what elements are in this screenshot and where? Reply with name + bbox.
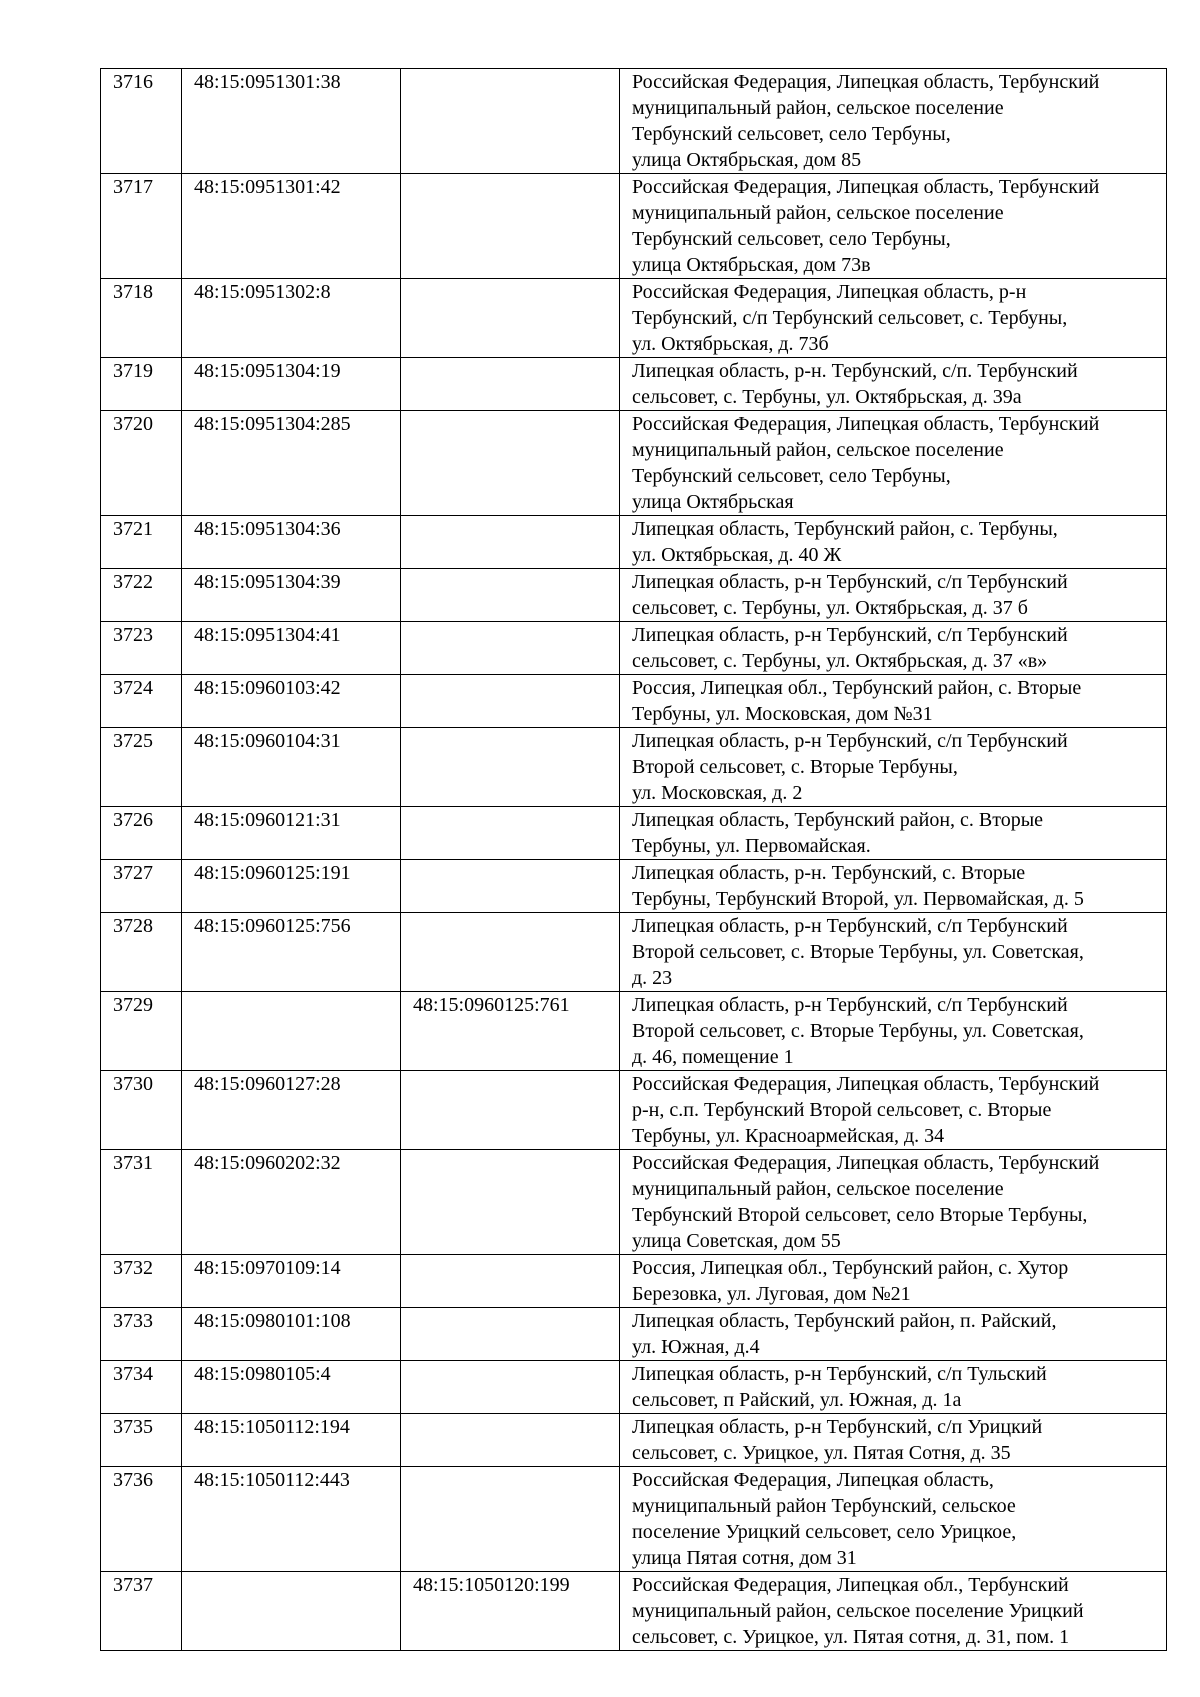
table-row	[101, 1414, 1167, 1467]
row-number-cell: 3717	[101, 174, 182, 279]
land-plot-cadastral-number-cell: 48:15:0960125:191	[182, 860, 401, 913]
row-number-cell: 3736	[101, 1467, 182, 1572]
land-plot-cadastral-number-cell: 48:15:0960121:31	[182, 807, 401, 860]
table-row	[101, 675, 1167, 728]
land-plot-cadastral-number-cell: 48:15:0951304:36	[182, 516, 401, 569]
address-cell: Липецкая область, р-н. Тербунский, с. Вторые Тербуны, Тербунский Второй, ул. Первомайская, д. 5	[620, 860, 1167, 913]
table-row	[101, 1308, 1167, 1361]
row-number-cell: 3721	[101, 516, 182, 569]
building-cadastral-number-cell	[401, 358, 620, 411]
building-cadastral-number-cell: 48:15:1050120:199	[401, 1572, 620, 1651]
table-row	[101, 1361, 1167, 1414]
table-row	[101, 279, 1167, 358]
building-cadastral-number-cell	[401, 69, 620, 174]
row-number-cell: 3729	[101, 992, 182, 1071]
land-plot-cadastral-number-cell	[182, 1572, 401, 1651]
table-row	[101, 860, 1167, 913]
building-cadastral-number-cell: 48:15:0960125:761	[401, 992, 620, 1071]
building-cadastral-number-cell	[401, 1255, 620, 1308]
table-row	[101, 913, 1167, 992]
land-plot-cadastral-number-cell: 48:15:0970109:14	[182, 1255, 401, 1308]
land-plot-cadastral-number-cell: 48:15:0980101:108	[182, 1308, 401, 1361]
building-cadastral-number-cell	[401, 516, 620, 569]
address-cell: Липецкая область, Тербунский район, с. Тербуны, ул. Октябрьская, д. 40 Ж	[620, 516, 1167, 569]
row-number-cell: 3720	[101, 411, 182, 516]
land-plot-cadastral-number-cell: 48:15:0960125:756	[182, 913, 401, 992]
land-plot-cadastral-number-cell: 48:15:0951301:42	[182, 174, 401, 279]
table-row	[101, 69, 1167, 174]
table-row	[101, 569, 1167, 622]
address-cell: Липецкая область, р-н Тербунский, с/п Тербунский сельсовет, с. Тербуны, ул. Октябрьская, д. 37 б	[620, 569, 1167, 622]
building-cadastral-number-cell	[401, 1150, 620, 1255]
table-row	[101, 622, 1167, 675]
table-row	[101, 1467, 1167, 1572]
land-plot-cadastral-number-cell: 48:15:1050112:443	[182, 1467, 401, 1572]
table-row	[101, 1150, 1167, 1255]
building-cadastral-number-cell	[401, 1467, 620, 1572]
address-cell: Липецкая область, р-н. Тербунский, с/п. Тербунский сельсовет, с. Тербуны, ул. Октябрьская, д. 39а	[620, 358, 1167, 411]
address-cell: Российская Федерация, Липецкая обл., Тербунский муниципальный район, сельское поселение Урицкий сельсовет, с. Урицкое, ул. Пятая сотня, д. 31, пом. 1	[620, 1572, 1167, 1651]
address-cell: Липецкая область, р-н Тербунский, с/п Тербунский Второй сельсовет, с. Вторые Тербуны, ул. Советская, д. 46, помещение 1	[620, 992, 1167, 1071]
table-row	[101, 1071, 1167, 1150]
building-cadastral-number-cell	[401, 411, 620, 516]
address-cell: Липецкая область, Тербунский район, с. Вторые Тербуны, ул. Первомайская.	[620, 807, 1167, 860]
land-plot-cadastral-number-cell: 48:15:0960127:28	[182, 1071, 401, 1150]
address-cell: Липецкая область, р-н Тербунский, с/п Тербунский сельсовет, с. Тербуны, ул. Октябрьская, д. 37 «в»	[620, 622, 1167, 675]
row-number-cell: 3737	[101, 1572, 182, 1651]
row-number-cell: 3735	[101, 1414, 182, 1467]
land-plot-cadastral-number-cell	[182, 992, 401, 1071]
table-row	[101, 411, 1167, 516]
table-row	[101, 1255, 1167, 1308]
row-number-cell: 3724	[101, 675, 182, 728]
address-cell: Липецкая область, р-н Тербунский, с/п Тербунский Второй сельсовет, с. Вторые Тербуны, ул. Советская, д. 23	[620, 913, 1167, 992]
table-row	[101, 1572, 1167, 1651]
row-number-cell: 3719	[101, 358, 182, 411]
land-plot-cadastral-number-cell: 48:15:0960104:31	[182, 728, 401, 807]
building-cadastral-number-cell	[401, 569, 620, 622]
row-number-cell: 3730	[101, 1071, 182, 1150]
registry-table-body	[101, 69, 1167, 1651]
row-number-cell: 3731	[101, 1150, 182, 1255]
address-cell: Липецкая область, р-н Тербунский, с/п Тербунский Второй сельсовет, с. Вторые Тербуны, ул. Московская, д. 2	[620, 728, 1167, 807]
address-cell: Россия, Липецкая обл., Тербунский район, с. Вторые Тербуны, ул. Московская, дом №31	[620, 675, 1167, 728]
building-cadastral-number-cell	[401, 1414, 620, 1467]
land-plot-cadastral-number-cell: 48:15:0951304:19	[182, 358, 401, 411]
building-cadastral-number-cell	[401, 807, 620, 860]
land-plot-cadastral-number-cell: 48:15:0960103:42	[182, 675, 401, 728]
building-cadastral-number-cell	[401, 1308, 620, 1361]
table-row	[101, 992, 1167, 1071]
building-cadastral-number-cell	[401, 675, 620, 728]
registry-table	[100, 68, 1167, 1651]
address-cell: Липецкая область, Тербунский район, п. Райский, ул. Южная, д.4	[620, 1308, 1167, 1361]
land-plot-cadastral-number-cell: 48:15:1050112:194	[182, 1414, 401, 1467]
building-cadastral-number-cell	[401, 174, 620, 279]
building-cadastral-number-cell	[401, 1071, 620, 1150]
address-cell: Россия, Липецкая обл., Тербунский район, с. Хутор Березовка, ул. Луговая, дом №21	[620, 1255, 1167, 1308]
land-plot-cadastral-number-cell: 48:15:0980105:4	[182, 1361, 401, 1414]
address-cell: Липецкая область, р-н Тербунский, с/п Урицкий сельсовет, с. Урицкое, ул. Пятая Сотня, д. 35	[620, 1414, 1167, 1467]
row-number-cell: 3716	[101, 69, 182, 174]
table-row	[101, 807, 1167, 860]
building-cadastral-number-cell	[401, 860, 620, 913]
row-number-cell: 3734	[101, 1361, 182, 1414]
row-number-cell: 3727	[101, 860, 182, 913]
land-plot-cadastral-number-cell: 48:15:0951302:8	[182, 279, 401, 358]
address-cell: Российская Федерация, Липецкая область, р-н Тербунский, с/п Тербунский сельсовет, с. Тербуны, ул. Октябрьская, д. 73б	[620, 279, 1167, 358]
table-row	[101, 728, 1167, 807]
address-cell: Российская Федерация, Липецкая область, Тербунский муниципальный район, сельское поселение Тербунский сельсовет, село Тербуны, улица Октябрьская, дом 85	[620, 69, 1167, 174]
building-cadastral-number-cell	[401, 913, 620, 992]
table-row	[101, 516, 1167, 569]
row-number-cell: 3718	[101, 279, 182, 358]
building-cadastral-number-cell	[401, 1361, 620, 1414]
address-cell: Российская Федерация, Липецкая область, Тербунский р-н, с.п. Тербунский Второй сельсовет, с. Вторые Тербуны, ул. Красноармейская, д. 34	[620, 1071, 1167, 1150]
address-cell: Российская Федерация, Липецкая область, Тербунский муниципальный район, сельское поселение Тербунский Второй сельсовет, село Вторые Тербуны, улица Советская, дом 55	[620, 1150, 1167, 1255]
land-plot-cadastral-number-cell: 48:15:0951304:39	[182, 569, 401, 622]
address-cell: Липецкая область, р-н Тербунский, с/п Тульский сельсовет, п Райский, ул. Южная, д. 1а	[620, 1361, 1167, 1414]
row-number-cell: 3733	[101, 1308, 182, 1361]
document-page	[100, 68, 1166, 1651]
row-number-cell: 3728	[101, 913, 182, 992]
row-number-cell: 3725	[101, 728, 182, 807]
address-cell: Российская Федерация, Липецкая область, Тербунский муниципальный район, сельское поселение Тербунский сельсовет, село Тербуны, улица Октябрьская, дом 73в	[620, 174, 1167, 279]
land-plot-cadastral-number-cell: 48:15:0960202:32	[182, 1150, 401, 1255]
land-plot-cadastral-number-cell: 48:15:0951304:41	[182, 622, 401, 675]
building-cadastral-number-cell	[401, 279, 620, 358]
row-number-cell: 3722	[101, 569, 182, 622]
building-cadastral-number-cell	[401, 728, 620, 807]
address-cell: Российская Федерация, Липецкая область, Тербунский муниципальный район, сельское поселение Тербунский сельсовет, село Тербуны, улица Октябрьская	[620, 411, 1167, 516]
land-plot-cadastral-number-cell: 48:15:0951301:38	[182, 69, 401, 174]
table-row	[101, 358, 1167, 411]
building-cadastral-number-cell	[401, 622, 620, 675]
row-number-cell: 3732	[101, 1255, 182, 1308]
row-number-cell: 3723	[101, 622, 182, 675]
land-plot-cadastral-number-cell: 48:15:0951304:285	[182, 411, 401, 516]
row-number-cell: 3726	[101, 807, 182, 860]
table-row	[101, 174, 1167, 279]
address-cell: Российская Федерация, Липецкая область, муниципальный район Тербунский, сельское поселение Урицкий сельсовет, село Урицкое, улица Пятая сотня, дом 31	[620, 1467, 1167, 1572]
